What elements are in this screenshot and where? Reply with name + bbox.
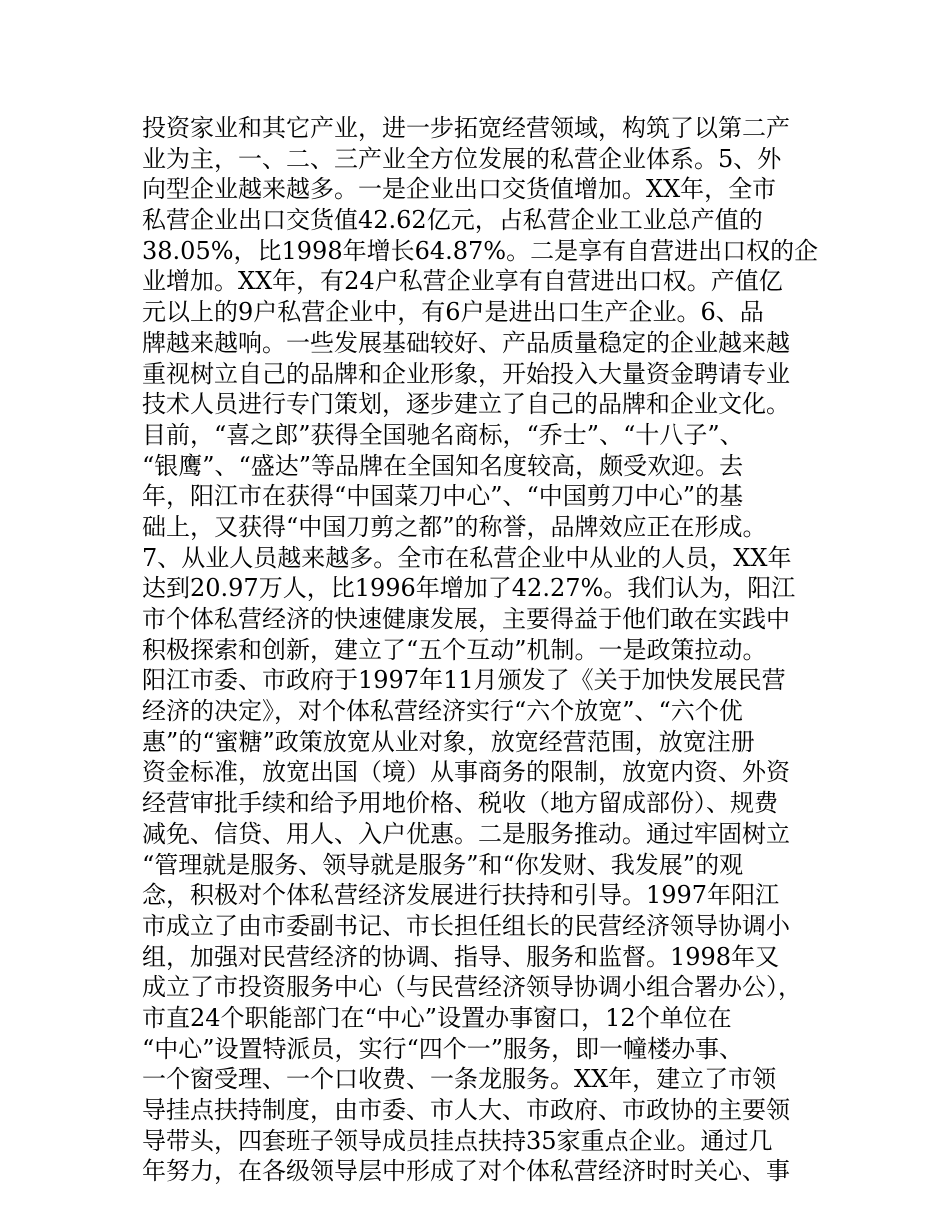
text-line: 业为主，一、二、三产业全方位发展的私营企业体系。5、外	[142, 144, 782, 173]
text-line: 惠”的“蜜糖”政策放宽从业对象，放宽经营范围，放宽注册	[142, 727, 755, 756]
text-line: 市直24个职能部门在“中心”设置办事窗口，12个单位在	[142, 1003, 732, 1032]
text-line: 目前，“喜之郎”获得全国驰名商标，“乔士”、“十八子”、	[142, 420, 744, 449]
text-line: 私营企业出口交货值42.62亿元，占私营企业工业总产值的	[142, 206, 763, 235]
text-line: 成立了市投资服务中心（与民营经济领导协调小组合署办公），	[142, 973, 802, 1002]
text-line: 组，加强对民营经济的协调、指导、服务和监督。1998年又	[142, 942, 780, 971]
text-line: 导挂点扶持制度，由市委、市人大、市政府、市政协的主要领	[142, 1096, 790, 1124]
text-line: 向型企业越来越多。一是企业出口交货值增加。XX年，全市	[142, 175, 777, 204]
text-line: 7、从业人员越来越多。全市在私营企业中从业的人员，XX年	[142, 543, 792, 572]
text-line: 念，积极对个体私营经济发展进行扶持和引导。1997年阳江	[142, 881, 780, 910]
text-line: 积极探索和创新，建立了“五个互动”机制。一是政策拉动。	[142, 635, 767, 664]
text-line: 投资家业和其它产业，进一步拓宽经营领域，构筑了以第二产	[142, 114, 790, 142]
text-line: “银鹰”、“盛达”等品牌在全国知名度较高，颇受欢迎。去	[142, 451, 744, 480]
text-line: 础上，又获得“中国刀剪之都”的称誉，品牌效应正在形成。	[142, 512, 767, 541]
text-line: 技术人员进行专门策划，逐步建立了自己的品牌和企业文化。	[142, 390, 790, 419]
text-line: “中心”设置特派员，实行“四个一”服务，即一幢楼办事、	[142, 1034, 744, 1063]
text-line: 资金标准，放宽出国（境）从事商务的限制，放宽内资、外资	[142, 758, 790, 787]
text-line: 经济的决定》，对个体私营经济实行“六个放宽”、“六个优	[142, 697, 743, 726]
text-line: 阳江市委、市政府于1997年11月颁发了《关于加快发展民营	[142, 666, 786, 695]
text-line: 市个体私营经济的快速健康发展，主要得益于他们敢在实践中	[142, 605, 790, 633]
text-line: 一个窗受理、一个口收费、一条龙服务。XX年，建立了市领	[142, 1065, 777, 1094]
text-line: 导带头，四套班子领导成员挂点扶持35家重点企业。通过几	[142, 1126, 773, 1155]
text-line: 重视树立自己的品牌和企业形象，开始投入大量资金聘请专业	[142, 359, 790, 388]
text-line: 牌越来越响。一些发展基础较好、产品质量稳定的企业越来越	[142, 328, 790, 357]
text-line: 市成立了由市委副书记、市长担任组长的民营经济领导协调小	[142, 911, 790, 940]
text-line: 达到20.97万人，比1996年增加了42.27%。我们认为，阳江	[142, 574, 796, 603]
text-line: 38.05%，比1998年增长64.87%。二是享有自营进出口权的企	[142, 236, 819, 265]
text-line: 业增加。XX年，有24户私营企业享有自营进出口权。产值亿	[142, 267, 783, 296]
text-line: “管理就是服务、领导就是服务”和“你发财、我发展”的观	[142, 850, 744, 879]
text-line: 年，阳江市在获得“中国菜刀中心”、“中国剪刀中心”的基	[142, 482, 744, 511]
text-line: 元以上的9户私营企业中，有6户是进出口生产企业。6、品	[142, 298, 764, 327]
body-text	[142, 113, 822, 1187]
text-line: 减免、信贷、用人、入户优惠。二是服务推动。通过牢固树立	[142, 819, 790, 848]
text-line: 经营审批手续和给予用地价格、税收（地方留成部份）、规费	[142, 789, 778, 818]
text-line: 年努力，在各级领导层中形成了对个体私营经济时时关心、事	[142, 1157, 790, 1186]
